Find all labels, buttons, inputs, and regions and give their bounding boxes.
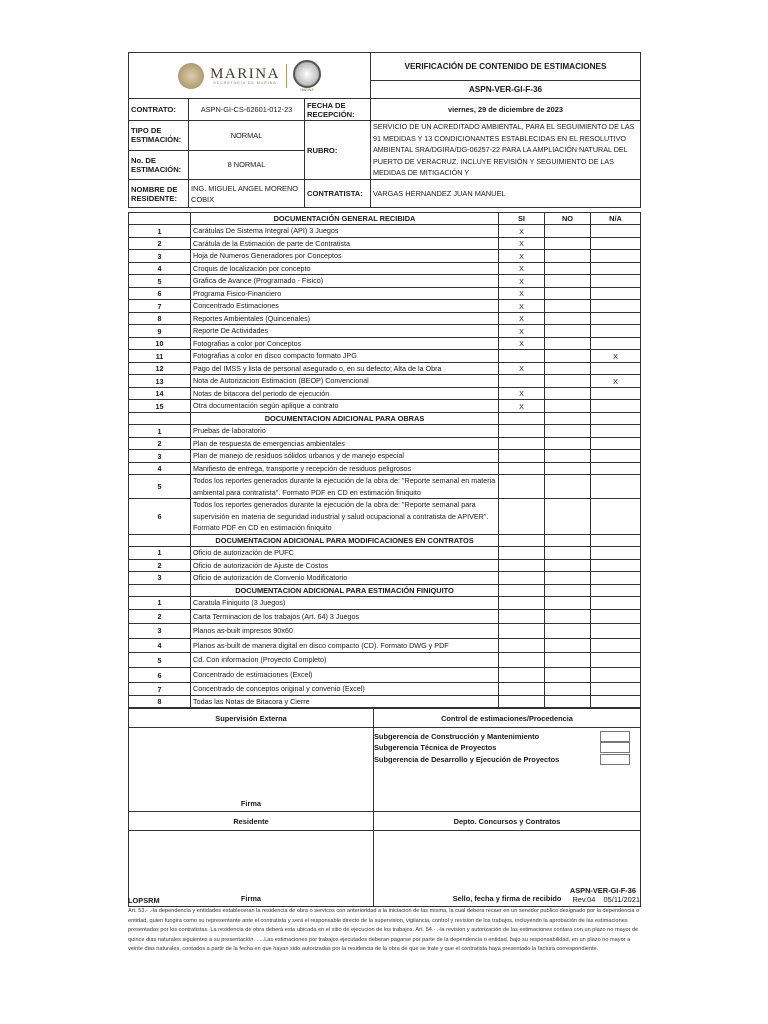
check-cell-no[interactable] [545, 400, 591, 413]
item-number: 3 [129, 250, 191, 263]
item-number: 6 [129, 667, 191, 683]
item-number: 8 [129, 695, 191, 708]
item-description: Concentrado de estimaciones (Excel) [191, 667, 499, 683]
check-cell-no[interactable] [545, 325, 591, 338]
check-cell-si[interactable] [499, 462, 545, 475]
check-cell-na[interactable] [591, 400, 641, 413]
check-cell-si[interactable] [499, 425, 545, 438]
check-cell-si[interactable] [499, 609, 545, 624]
item-number: 6 [129, 499, 191, 535]
column-header-na: N/A [591, 213, 641, 225]
check-cell-si[interactable] [499, 597, 545, 610]
checklist-row [129, 300, 641, 313]
check-cell-na[interactable] [591, 638, 641, 653]
seal-caption: MARINA [300, 87, 314, 92]
item-description: Cd. Con informacion (Proyecto Completo) [191, 653, 499, 668]
check-cell-no[interactable] [545, 450, 591, 463]
item-description: Fotografias a color por Conceptos [191, 337, 499, 350]
check-cell-na[interactable] [591, 624, 641, 639]
check-cell-na[interactable] [591, 609, 641, 624]
item-number: 2 [129, 237, 191, 250]
mexico-emblem-icon [178, 63, 204, 89]
checklist-row [129, 547, 641, 560]
logo-area [129, 53, 371, 99]
check-cell-no[interactable] [545, 250, 591, 263]
check-cell-no[interactable] [545, 375, 591, 388]
checklist-row [129, 425, 641, 438]
column-header-no [545, 584, 591, 596]
checklist-row [129, 653, 641, 668]
item-number: 15 [129, 400, 191, 413]
check-cell-na[interactable] [591, 547, 641, 560]
check-cell-si[interactable]: X [499, 275, 545, 288]
check-cell-no[interactable] [545, 683, 591, 696]
column-header-na [591, 534, 641, 546]
check-cell-no[interactable] [545, 695, 591, 708]
check-cell-no[interactable] [545, 572, 591, 585]
tipo-label: TIPO DE ESTIMACIÓN: [129, 121, 189, 151]
item-description: Pago del IMSS y lista de personal asegurado o, en su defecto; Alta de la Obra [191, 362, 499, 375]
check-cell-na[interactable] [591, 387, 641, 400]
check-cell-na[interactable] [591, 425, 641, 438]
item-description: Carátula de la Estimación de parte de Contratista [191, 237, 499, 250]
contratista-value: VARGAS HERNANDEZ JUAN MANUEL [371, 180, 641, 208]
subgerencia-checkbox[interactable] [600, 754, 630, 765]
check-cell-no[interactable] [545, 667, 591, 683]
check-cell-no[interactable] [545, 287, 591, 300]
checklist-row [129, 325, 641, 338]
item-description: Caratula Finiquito (3 Juegos) [191, 597, 499, 610]
check-cell-si[interactable]: X [499, 387, 545, 400]
check-cell-si[interactable] [499, 437, 545, 450]
checklist-row [129, 262, 641, 275]
check-cell-na[interactable] [591, 683, 641, 696]
item-number: 3 [129, 450, 191, 463]
item-description: Programa Fisico-Financiero [191, 287, 499, 300]
checklist-row [129, 683, 641, 696]
contratista-label: CONTRATISTA: [305, 180, 371, 208]
check-cell-no[interactable] [545, 559, 591, 572]
footer-date: 05/11/2021 [603, 895, 640, 904]
check-cell-no[interactable] [545, 237, 591, 250]
section-title: DOCUMENTACION ADICIONAL PARA OBRAS [191, 412, 499, 424]
check-cell-na[interactable] [591, 275, 641, 288]
check-cell-na[interactable] [591, 237, 641, 250]
checklist-row [129, 572, 641, 585]
rubro-cell [371, 121, 641, 180]
check-cell-si[interactable] [499, 638, 545, 653]
check-cell-na[interactable] [591, 325, 641, 338]
checklist-row [129, 275, 641, 288]
item-number: 1 [129, 597, 191, 610]
checklist-row [129, 559, 641, 572]
subgerencias-area [374, 728, 641, 812]
checklist-row [129, 287, 641, 300]
column-header-no: NO [545, 213, 591, 225]
check-cell-na[interactable] [591, 667, 641, 683]
check-cell-si[interactable]: X [499, 325, 545, 338]
check-cell-na[interactable] [591, 312, 641, 325]
item-number: 5 [129, 653, 191, 668]
check-cell-si[interactable] [499, 695, 545, 708]
column-header-no [545, 412, 591, 424]
check-cell-no[interactable] [545, 300, 591, 313]
residente-label: NOMBRE DE RESIDENTE: [129, 180, 189, 208]
section-header-row [129, 213, 641, 225]
item-description: Carátulas De Sistema Integral (API) 3 Juegos [191, 225, 499, 238]
item-description: Todos los reportes generados durante la ejecución de la obra de: "Reporte semanal para supervisión en materia de seguridad industrial y salud ocupacional a contratista de APIVER". Formato PDF en CD en estimación finiquito [191, 499, 499, 535]
check-cell-na[interactable] [591, 225, 641, 238]
legal-text: Art. 53.- .-la dependencia y entidades estableceran la residencia de obra o servicos con anterioridad a la iniciacion de las misma, la cual debera recaer en un servidor publico designado por la dependencia o entidad, quien fungira como su representante ante el contratista y será el responsable directo de la supervision, vigilancia, control y revision de los trabajos, incluyendo la aprobación de las estimaciones presentadas por los contratistas. La residencia de obra deberá esta ubicada en el sitio de ejecucion de los trabajos. Art. 54.- .-la revision y autorización de las estimaciones contara con un plazo no mayor de quince dias naturales siguientes a su presentación. .....Las estimaciones por trabajos ejecutados deberan pagarse por parte de la dependencia o entidad, bajo su responsabilidad, en un plazo no mayor a veinte dias naturales, contados a partir de la fecha en que hayan sido autorizadas por la residencia de la obra de que se trate y que el contratista haya presentado la factura correspondiente. [128, 908, 640, 953]
checklist-row [129, 400, 641, 413]
residente-value: ING. MIGUEL ANGEL MORENO COBIX [189, 180, 305, 208]
footer-code: ASPN-VER-GI-F-36 [569, 886, 636, 895]
rubro-value: SERVICIO DE UN ACREDITADO AMBIENTAL, PARA EL SEGUIMIENTO DE LAS 91 MEDIDAS Y 13 CONDICIONANTES ESTABLECIDAS EN EL RESOLUTIVO AMBIENTAL SRA/DGIRA/DG-06257-22 PARA LA AMPLIACIÓN NATURAL DEL PUERTO DE VERACRUZ. INCLUYE REVISIÓN Y SEGUIMIENTO DE LAS MEDIDAS DE MITIGACIÓN Y [373, 122, 635, 177]
item-number: 14 [129, 387, 191, 400]
column-header-na [591, 584, 641, 596]
item-number: 12 [129, 362, 191, 375]
section-spacer [129, 213, 191, 225]
check-cell-na[interactable] [591, 653, 641, 668]
form-footer [128, 886, 640, 955]
check-cell-no[interactable] [545, 624, 591, 639]
item-number: 8 [129, 312, 191, 325]
item-number: 5 [129, 275, 191, 288]
subgerencia-label: Subgerencia de Desarrollo y Ejecución de Proyectos [374, 754, 560, 764]
section-header-row [129, 584, 641, 596]
checklist-row [129, 312, 641, 325]
footer-rev: Rev.04 [572, 895, 596, 904]
item-description: Plan de manejo de residuos sólidos urbanos y de manejo especial [191, 450, 499, 463]
num-estimacion-value: 8 NORMAL [189, 150, 305, 180]
item-number: 3 [129, 572, 191, 585]
item-description: Otra documentación según aplique a contrato [191, 400, 499, 413]
item-description: Oficio de autorización de PUFC [191, 547, 499, 560]
check-cell-no[interactable] [545, 638, 591, 653]
checklist-row [129, 375, 641, 388]
item-description: Nota de Autorizacion Estimacion (BEOP) Convencional [191, 375, 499, 388]
item-number: 4 [129, 638, 191, 653]
check-cell-no[interactable] [545, 275, 591, 288]
item-number: 1 [129, 425, 191, 438]
check-cell-no[interactable] [545, 337, 591, 350]
check-cell-no[interactable] [545, 362, 591, 375]
item-number: 13 [129, 375, 191, 388]
item-description: Concentrado de conceptos original y convenio (Excel) [191, 683, 499, 696]
checklist-row [129, 437, 641, 450]
firma-label-2: Firma [240, 894, 262, 904]
check-cell-si[interactable]: X [499, 312, 545, 325]
check-cell-si[interactable] [499, 624, 545, 639]
item-number: 7 [129, 683, 191, 696]
check-cell-no[interactable] [545, 225, 591, 238]
item-description: Todos los reportes generados durante la ejecución de la obra de: "Reporte semanal en materia ambiental para contratista". Formato PDF en CD en estimación finiquito [191, 475, 499, 499]
signature-block [128, 708, 641, 907]
item-description: Carta Terminacion de los trabajos (Art. 64) 3 Juegos [191, 609, 499, 624]
check-cell-no[interactable] [545, 475, 591, 499]
form-header [128, 52, 641, 208]
checklist-row [129, 475, 641, 499]
sello-label: Sello, fecha y firma de recibido [452, 894, 562, 904]
item-number: 1 [129, 547, 191, 560]
form-title: VERIFICACIÓN DE CONTENIDO DE ESTIMACIONES [371, 53, 641, 81]
item-description: Fotografias a color en disco compacto formato JPG [191, 350, 499, 363]
item-description: Manifiesto de entrega, transporte y recepción de residuos peligrosos [191, 462, 499, 475]
check-cell-si[interactable] [499, 499, 545, 535]
check-cell-na[interactable] [591, 450, 641, 463]
fecha-value: viernes, 29 de diciembre de 2023 [371, 99, 641, 121]
checklist-row [129, 462, 641, 475]
check-cell-no[interactable] [545, 312, 591, 325]
checklist-row [129, 499, 641, 535]
checklist-row [129, 450, 641, 463]
residente-header: Residente [129, 812, 374, 831]
item-number: 10 [129, 337, 191, 350]
checklist-row [129, 624, 641, 639]
item-number: 1 [129, 225, 191, 238]
tipo-value: NORMAL [189, 121, 305, 151]
check-cell-no[interactable] [545, 425, 591, 438]
check-cell-no[interactable] [545, 547, 591, 560]
check-cell-na[interactable] [591, 437, 641, 450]
item-number: 5 [129, 475, 191, 499]
item-description: Grafica de Avance (Programado - Fisico) [191, 275, 499, 288]
check-cell-si[interactable] [499, 653, 545, 668]
check-cell-si[interactable]: X [499, 237, 545, 250]
item-description: Planos as-built impresos 90x60 [191, 624, 499, 639]
check-cell-no[interactable] [545, 350, 591, 363]
lopsrm-label: LOPSRM [128, 896, 160, 905]
subgerencia-row [374, 742, 640, 754]
section-title: DOCUMENTACION ADICIONAL PARA ESTIMACIÓN FINIQUITO [191, 584, 499, 596]
check-cell-si[interactable] [499, 450, 545, 463]
check-cell-no[interactable] [545, 437, 591, 450]
item-number: 4 [129, 262, 191, 275]
item-number: 7 [129, 300, 191, 313]
item-number: 2 [129, 559, 191, 572]
checklist-row [129, 337, 641, 350]
check-cell-na[interactable] [591, 287, 641, 300]
subgerencia-row [374, 754, 640, 766]
checklist-row [129, 350, 641, 363]
item-number: 6 [129, 287, 191, 300]
check-cell-si[interactable] [499, 375, 545, 388]
item-description: Notas de bitacora del periodo de ejecución [191, 387, 499, 400]
supervision-signature-area[interactable] [129, 728, 374, 812]
check-cell-na[interactable] [591, 559, 641, 572]
checklist-row [129, 362, 641, 375]
check-cell-si[interactable] [499, 683, 545, 696]
item-description: Oficio de autorización de Ajuste de Costos [191, 559, 499, 572]
item-description: Croquis de localización por concepto [191, 262, 499, 275]
check-cell-na[interactable]: X [591, 350, 641, 363]
control-header: Control de estimaciones/Procedencia [374, 709, 641, 728]
check-cell-si[interactable]: X [499, 250, 545, 263]
section-spacer [129, 584, 191, 596]
document-checklist [128, 212, 641, 708]
item-number: 2 [129, 437, 191, 450]
check-cell-si[interactable] [499, 475, 545, 499]
checklist-row [129, 609, 641, 624]
check-cell-na[interactable] [591, 597, 641, 610]
item-description: Hoja de Numeros Generadores por Conceptos [191, 250, 499, 263]
check-cell-no[interactable] [545, 609, 591, 624]
column-header-na [591, 412, 641, 424]
item-description: Oficio de autorización de Convenio Modificatorio [191, 572, 499, 585]
check-cell-na[interactable] [591, 499, 641, 535]
section-header-row [129, 412, 641, 424]
checklist-row [129, 667, 641, 683]
brand-subtitle: SECRETARÍA DE MARINA [213, 80, 277, 85]
check-cell-si[interactable]: X [499, 225, 545, 238]
item-number: 11 [129, 350, 191, 363]
column-header-no [545, 534, 591, 546]
checklist-row [129, 597, 641, 610]
check-cell-na[interactable] [591, 475, 641, 499]
check-cell-si[interactable] [499, 559, 545, 572]
rubro-label: RUBRO: [305, 121, 371, 180]
check-cell-no[interactable] [545, 597, 591, 610]
check-cell-si[interactable]: X [499, 300, 545, 313]
check-cell-no[interactable] [545, 387, 591, 400]
check-cell-na[interactable] [591, 362, 641, 375]
section-header-row [129, 534, 641, 546]
marina-seal-icon [293, 60, 321, 88]
check-cell-na[interactable] [591, 462, 641, 475]
item-description: Reportes Ambientales (Quincenales) [191, 312, 499, 325]
subgerencia-label: Subgerencia Técnica de Proyectos [374, 743, 497, 753]
check-cell-si[interactable]: X [499, 362, 545, 375]
check-cell-si[interactable] [499, 572, 545, 585]
check-cell-si[interactable] [499, 350, 545, 363]
check-cell-si[interactable] [499, 667, 545, 683]
verification-form [128, 52, 640, 907]
item-description: Planos as-built de manera digital en disco compacto (CD). Formato DWG y PDF [191, 638, 499, 653]
column-header-si [499, 584, 545, 596]
check-cell-na[interactable] [591, 695, 641, 708]
check-cell-na[interactable] [591, 572, 641, 585]
item-description: Plan de respuesta de emergencias ambientales [191, 437, 499, 450]
column-header-si [499, 534, 545, 546]
section-spacer [129, 534, 191, 546]
check-cell-no[interactable] [545, 499, 591, 535]
check-cell-no[interactable] [545, 653, 591, 668]
subgerencia-checkbox[interactable] [600, 731, 630, 742]
logo-divider [286, 64, 287, 88]
depto-header: Depto. Concursos y Contratos [374, 812, 641, 831]
check-cell-si[interactable] [499, 547, 545, 560]
section-title: DOCUMENTACION ADICIONAL PARA MODIFICACIONES EN CONTRATOS [191, 534, 499, 546]
fecha-label: FECHA DE RECEPCIÓN: [305, 99, 371, 121]
check-cell-na[interactable]: X [591, 375, 641, 388]
check-cell-na[interactable] [591, 300, 641, 313]
subgerencia-checkbox[interactable] [600, 742, 630, 753]
check-cell-na[interactable] [591, 250, 641, 263]
check-cell-si[interactable]: X [499, 287, 545, 300]
column-header-si: SI [499, 213, 545, 225]
check-cell-na[interactable] [591, 337, 641, 350]
item-number: 4 [129, 462, 191, 475]
item-description: Concentrado Estimaciones [191, 300, 499, 313]
brand-name: MARINA [210, 65, 280, 82]
item-description: Todas las Notas de Bitacora y Cierre [191, 695, 499, 708]
checklist-row [129, 250, 641, 263]
item-number: 2 [129, 609, 191, 624]
check-cell-no[interactable] [545, 262, 591, 275]
subgerencia-label: Subgerencia de Construcción y Mantenimiento [374, 731, 540, 741]
subgerencia-row [374, 730, 640, 742]
supervision-header: Supervisión Externa [129, 709, 374, 728]
check-cell-na[interactable] [591, 262, 641, 275]
num-estimacion-label: No. DE ESTIMACIÓN: [129, 150, 189, 180]
checklist-row [129, 695, 641, 708]
section-spacer [129, 412, 191, 424]
checklist-row [129, 237, 641, 250]
firma-label: Firma [240, 799, 262, 809]
form-code: ASPN-VER-GI-F-36 [371, 81, 641, 99]
item-description: Reporte De Actividades [191, 325, 499, 338]
checklist-row [129, 638, 641, 653]
section-title: DOCUMENTACIÓN GENERAL RECIBIDA [191, 213, 499, 225]
checklist-row [129, 387, 641, 400]
contrato-label: CONTRATO: [129, 99, 189, 121]
check-cell-no[interactable] [545, 462, 591, 475]
check-cell-si[interactable]: X [499, 400, 545, 413]
column-header-si [499, 412, 545, 424]
item-number: 9 [129, 325, 191, 338]
check-cell-si[interactable]: X [499, 337, 545, 350]
item-description: Pruebas de laboratorio [191, 425, 499, 438]
item-number: 3 [129, 624, 191, 639]
check-cell-si[interactable]: X [499, 262, 545, 275]
contrato-value: ASPN-GI-CS-62601-012-23 [189, 99, 305, 121]
checklist-row [129, 225, 641, 238]
